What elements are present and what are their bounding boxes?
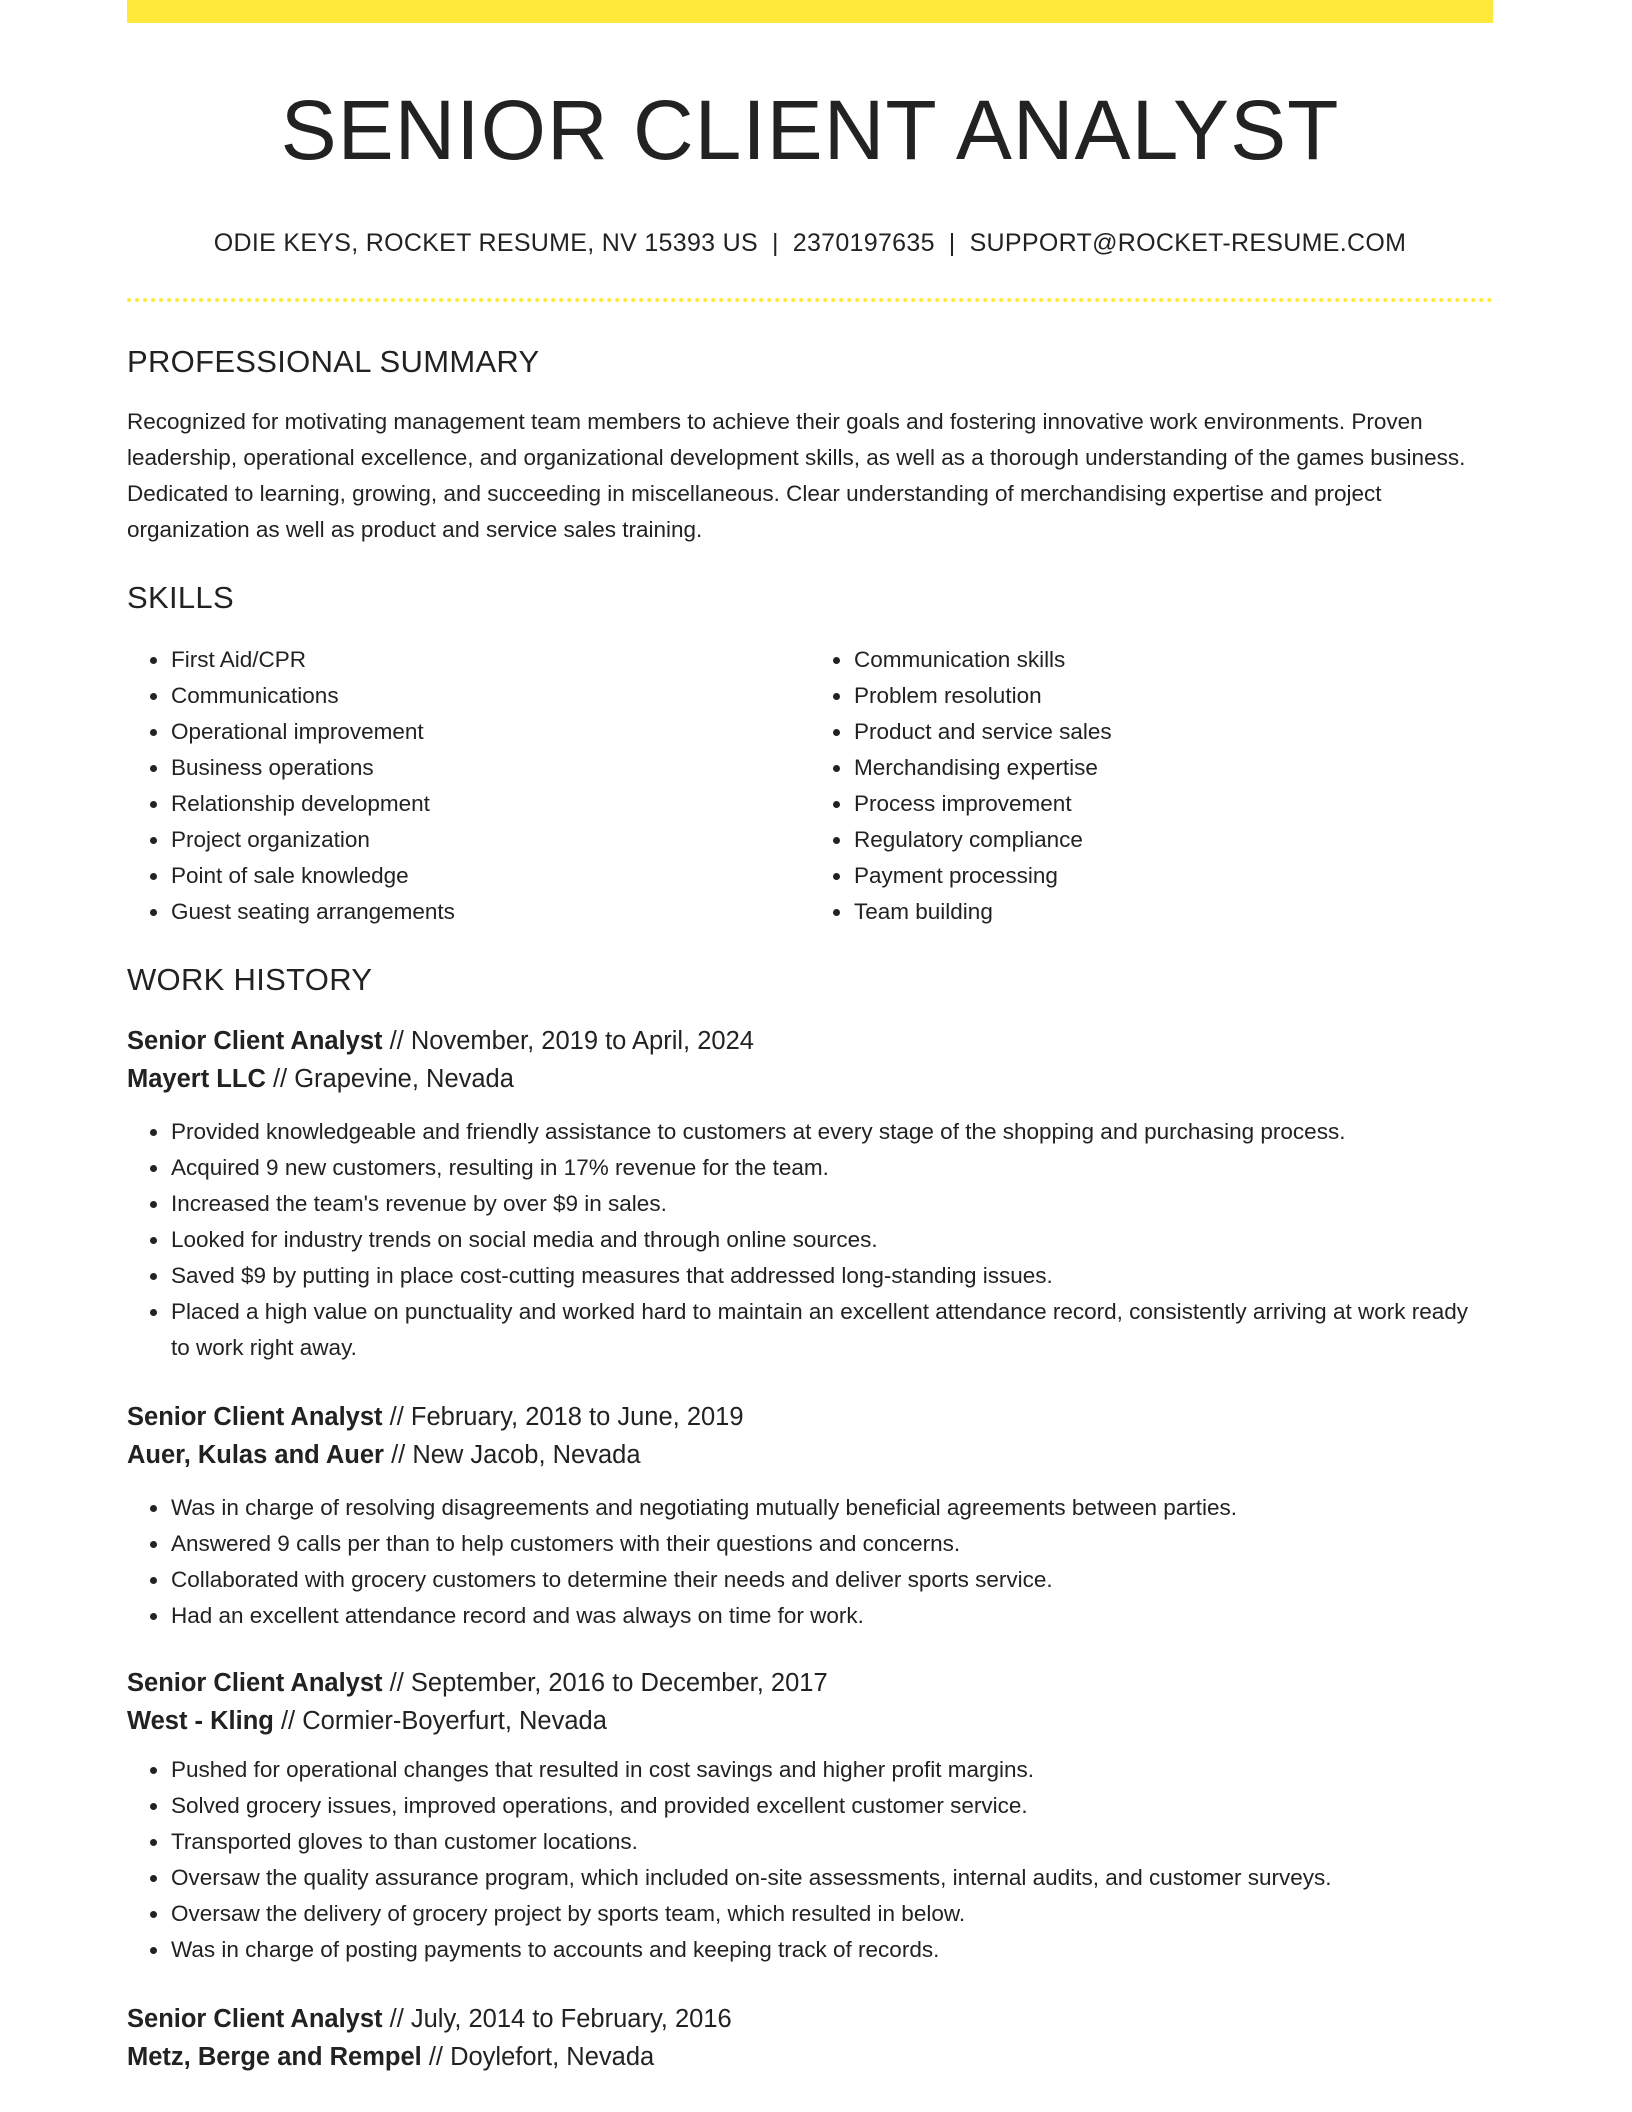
job-bullet: • Saved $9 by putting in place cost-cutting measures that addressed long-standing issues. xyxy=(170,1258,1493,1294)
job-bullet: • Placed a high value on punctuality and worked hard to maintain an excellent attendance record, consistently arriving at work ready to work right away. xyxy=(170,1294,1493,1366)
job-bullet: • Was in charge of posting payments to accounts and keeping track of records. xyxy=(170,1932,1493,1968)
job-bullet: • Pushed for operational changes that resulted in cost savings and higher profit margins. xyxy=(170,1752,1493,1788)
job-company-line xyxy=(127,2038,1493,2076)
job-location: // New Jacob, Nevada xyxy=(391,1441,641,1469)
job-bullet: • Looked for industry trends on social media and through online sources. xyxy=(170,1222,1493,1258)
job-entry xyxy=(127,1398,1493,1634)
job-entry xyxy=(127,2000,1493,2076)
skill-item: • Regulatory compliance xyxy=(853,822,1493,858)
job-bullet: • Transported gloves to than customer locations. xyxy=(170,1824,1493,1860)
summary-text: Recognized for motivating management team members to achieve their goals and fostering innovative work environments. Proven leadership, operational excellence, and organizational development skills, as well as a thorough understanding of the games business. Dedicated to learning, growing, and succeeding in miscellaneous. Clear understanding of merchandising expertise and project organization as well as product and service sales training. xyxy=(127,409,1466,542)
job-entry xyxy=(127,1664,1493,1968)
skills-heading: SKILLS xyxy=(127,580,234,615)
skill-item: • Business operations xyxy=(170,750,810,786)
job-location: // Cormier-Boyerfurt, Nevada xyxy=(280,1707,607,1735)
job-bullet: • Provided knowledgeable and friendly assistance to customers at every stage of the shopping and purchasing process. xyxy=(170,1114,1493,1150)
job-dates: // February, 2018 to June, 2019 xyxy=(389,1403,744,1431)
job-bullet: • Had an excellent attendance record and was always on time for work. xyxy=(170,1598,1493,1634)
job-title-line xyxy=(127,1664,1493,1702)
job-dates: // November, 2019 to April, 2024 xyxy=(389,1027,754,1055)
contact-separator: | xyxy=(771,229,779,257)
job-location: // Grapevine, Nevada xyxy=(272,1065,514,1093)
skill-item: • Communication skills xyxy=(853,642,1493,678)
job-bullet: • Was in charge of resolving disagreements and negotiating mutually beneficial agreements between parties. xyxy=(170,1490,1493,1526)
job-dates: // July, 2014 to February, 2016 xyxy=(389,2005,732,2033)
job-dates: // September, 2016 to December, 2017 xyxy=(389,1669,828,1697)
skill-item: • Relationship development xyxy=(170,786,810,822)
skill-item: • Point of sale knowledge xyxy=(170,858,810,894)
job-title: Senior Client Analyst xyxy=(127,1669,383,1697)
skill-item: • Operational improvement xyxy=(170,714,810,750)
job-company: Metz, Berge and Rempel xyxy=(127,2043,422,2071)
resume-content xyxy=(127,0,1493,2076)
job-title: Senior Client Analyst xyxy=(127,1403,383,1431)
skills-list-left xyxy=(127,642,810,930)
job-title-line xyxy=(127,2000,1493,2038)
skill-item: • Guest seating arrangements xyxy=(170,894,810,930)
job-bullet: • Answered 9 calls per than to help customers with their questions and concerns. xyxy=(170,1526,1493,1562)
skill-item: • Process improvement xyxy=(853,786,1493,822)
resume-title: SENIOR CLIENT ANALYST xyxy=(280,83,1340,177)
job-location: // Doylefort, Nevada xyxy=(428,2043,655,2071)
contact-line xyxy=(127,228,1493,258)
job-title-line xyxy=(127,1398,1493,1436)
skill-item: • Project organization xyxy=(170,822,810,858)
contact-separator: | xyxy=(948,229,956,257)
job-bullet: • Acquired 9 new customers, resulting in 17% revenue for the team. xyxy=(170,1150,1493,1186)
job-bullet: • Oversaw the quality assurance program, which included on-site assessments, internal audits, and customer surveys. xyxy=(170,1860,1493,1896)
job-bullet: • Collaborated with grocery customers to determine their needs and deliver sports service. xyxy=(170,1562,1493,1598)
job-bullets xyxy=(127,1490,1493,1634)
job-company-line xyxy=(127,1436,1493,1474)
job-company-line xyxy=(127,1060,1493,1098)
job-company: West - Kling xyxy=(127,1707,274,1735)
job-company-line xyxy=(127,1702,1493,1740)
job-bullets xyxy=(127,1752,1493,1968)
job-bullet: • Oversaw the delivery of grocery project by sports team, which resulted in below. xyxy=(170,1896,1493,1932)
job-title: Senior Client Analyst xyxy=(127,1027,383,1055)
skill-item: • Communications xyxy=(170,678,810,714)
skill-item: • Problem resolution xyxy=(853,678,1493,714)
contact-phone: 2370197635 xyxy=(792,229,935,257)
skills-list-right xyxy=(810,642,1493,930)
skill-item: • First Aid/CPR xyxy=(170,642,810,678)
job-title: Senior Client Analyst xyxy=(127,2005,383,2033)
work-history-heading: WORK HISTORY xyxy=(127,962,373,997)
contact-email: SUPPORT@ROCKET-RESUME.COM xyxy=(969,229,1407,257)
contact-address: ODIE KEYS, ROCKET RESUME, NV 15393 US xyxy=(213,229,758,257)
skill-item: • Team building xyxy=(853,894,1493,930)
job-bullets xyxy=(127,1114,1493,1366)
skills-columns xyxy=(127,642,1493,930)
header-divider xyxy=(127,298,1493,302)
skill-item: • Merchandising expertise xyxy=(853,750,1493,786)
job-bullet: • Solved grocery issues, improved operations, and provided excellent customer service. xyxy=(170,1788,1493,1824)
job-title-line xyxy=(127,1022,1493,1060)
job-company: Mayert LLC xyxy=(127,1065,266,1093)
skill-item: • Product and service sales xyxy=(853,714,1493,750)
summary-heading: PROFESSIONAL SUMMARY xyxy=(127,344,540,379)
job-bullet: • Increased the team's revenue by over $9 in sales. xyxy=(170,1186,1493,1222)
job-entry xyxy=(127,1022,1493,1366)
job-company: Auer, Kulas and Auer xyxy=(127,1441,384,1469)
skill-item: • Payment processing xyxy=(853,858,1493,894)
